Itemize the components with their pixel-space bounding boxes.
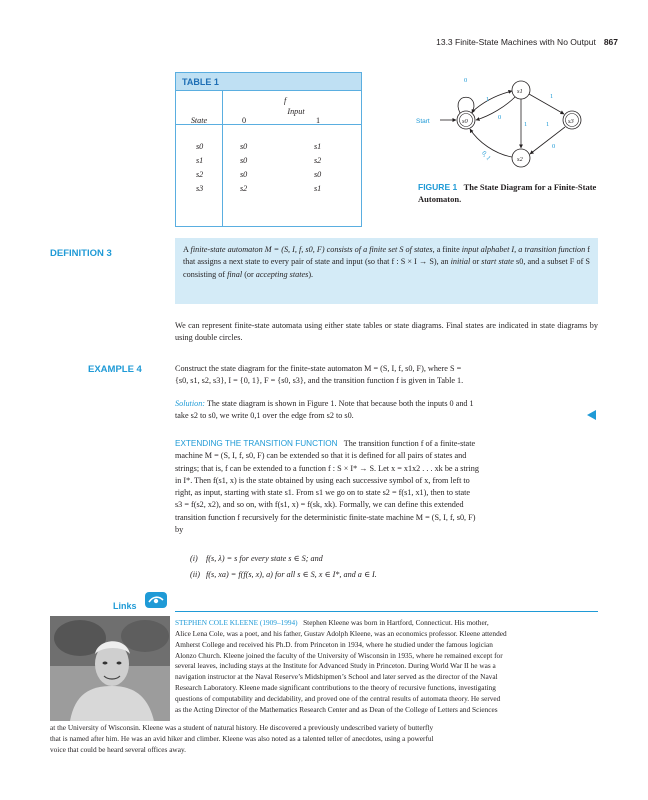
bio-line: voice that could be heard several offices away. bbox=[50, 744, 186, 754]
table-cell: s3 bbox=[196, 184, 204, 193]
table-cell: s1 bbox=[314, 142, 322, 151]
state-diagram bbox=[410, 64, 620, 184]
table-cell: s0 bbox=[240, 170, 248, 179]
extending-line: The transition function f of a finite-state bbox=[343, 439, 476, 448]
definition-text: (or bbox=[242, 269, 256, 279]
table-cell: s0 bbox=[240, 142, 248, 151]
bio-line: as the Acting Director of the Mathematics Research Center and as Dean of the College of Letters and Sciences bbox=[175, 704, 498, 714]
definition-text: f that assigns a next state to every pair of state and input (so that f : S × I → S), an bbox=[183, 245, 591, 267]
definition-box bbox=[175, 238, 598, 304]
definition-term: final bbox=[227, 269, 243, 279]
bio-line: that is named after him. He was an avid hiker and climber. Kleene was also noted as a talented teller of anecdotes, using a powerful bbox=[50, 733, 434, 743]
definition-label: DEFINITION 3 bbox=[50, 248, 112, 259]
recursive-definition bbox=[190, 553, 590, 582]
edge-label: 1 bbox=[524, 121, 528, 128]
bio-line: Stephen Kleene was born in Hartford, Connecticut. His mother, bbox=[303, 618, 489, 627]
extending-line: strings; that is, f can be extended to a function f : S × I* → S. Let x = x1x2 . . . xk be a string bbox=[175, 463, 479, 473]
bio-line: at the University of Wisconsin. Kleene was a student of natural history. He discovered a previously undescribed variety of butterfly bbox=[50, 723, 434, 732]
definition-term: start state bbox=[481, 257, 514, 267]
solution-text: The state diagram is shown in Figure 1. Note that because both the inputs 0 and 1 bbox=[205, 399, 474, 408]
example-line: {s0, s1, s2, s3}, I = {0, 1}, F = {s0, s3}, and the transition function f is given in Table 1. bbox=[175, 376, 464, 386]
running-head-title: 13.3 Finite-State Machines with No Output bbox=[436, 37, 596, 47]
bio-line: Alice Lena Cole, was a poet, and his father, Gustav Adolph Kleene, was an economics professor. Kleene attended bbox=[175, 628, 507, 638]
figure-caption bbox=[418, 182, 610, 206]
extending-line: by bbox=[175, 525, 184, 535]
definition-term: accepting states bbox=[255, 269, 309, 279]
table-cell: s0 bbox=[240, 156, 248, 165]
portrait-photo bbox=[50, 616, 170, 721]
bio-line: questions of computability and decidability, and proved one of the central results of automata theory. He served bbox=[175, 694, 501, 704]
table-input-label: Input bbox=[287, 107, 305, 116]
section-heading: EXTENDING THE TRANSITION FUNCTION bbox=[175, 439, 338, 448]
paragraph: We can represent finite-state automata using either state tables or state diagrams. Final states are indicated in state diagrams by using double circles. bbox=[175, 321, 598, 343]
definition-text: or bbox=[470, 257, 482, 267]
edge-label: 0 bbox=[552, 143, 556, 150]
table-title: TABLE 1 bbox=[176, 73, 361, 91]
edge-s1-s0 bbox=[476, 97, 515, 120]
solution bbox=[175, 398, 590, 423]
state-s1-label: s1 bbox=[517, 88, 523, 95]
table-input-0: 0 bbox=[242, 116, 247, 125]
edge-s2-s0 bbox=[470, 129, 512, 157]
extending-line: right, as input, starting with state s1. From s1 we go on to state s2 = f(s1, x1), then to state bbox=[175, 488, 471, 498]
state-s0-label: s0 bbox=[462, 118, 468, 125]
bio-line: Alonzo Church. Kleene joined the faculty of the University of Wisconsin in 1935, where he remained except for bbox=[175, 650, 503, 660]
biography bbox=[175, 618, 598, 716]
bio-line: Amherst College and received his Ph.D. from Princeton in 1934, where he studied under the famous logician bbox=[175, 639, 493, 649]
table-cell: s2 bbox=[196, 170, 204, 179]
edge-label: 0 bbox=[498, 114, 502, 121]
table-state-label: State bbox=[190, 116, 208, 125]
item-text: f(s, λ) = s for every state s ∈ S; and bbox=[206, 554, 323, 563]
page-number: 867 bbox=[603, 37, 618, 47]
divider bbox=[175, 611, 598, 612]
table-f-label: f bbox=[284, 96, 287, 105]
edge-label: 1 bbox=[550, 93, 554, 100]
extending-line: transition function f recursively for the deterministic finite-state machine M = (S, I, f, s0, F) bbox=[175, 512, 476, 522]
links-label[interactable]: Links bbox=[113, 601, 137, 611]
example-line: Construct the state diagram for the finite-state automaton M = (S, I, f, s0, F), where S = bbox=[175, 364, 462, 373]
table-cell: s1 bbox=[314, 184, 322, 193]
definition-term: transition function bbox=[524, 245, 586, 254]
item-number: (ii) bbox=[190, 570, 201, 580]
item-text: f(s, xa) = f(f(s, x), a) for all s ∈ S, x ∈ I*, and a ∈ I. bbox=[206, 570, 377, 580]
extending-line: in I*. Then f(s1, x) is the state obtained by using each successive symbol of x, from left to bbox=[175, 475, 470, 485]
definition-term: states bbox=[413, 245, 433, 254]
table-cell: s1 bbox=[196, 156, 204, 165]
definition-term: input alphabet bbox=[461, 245, 510, 254]
table-cell: s2 bbox=[314, 156, 322, 165]
table-cell: s0 bbox=[314, 170, 322, 179]
edge-label: 0, 1 bbox=[480, 149, 492, 162]
bio-line: several leaves, including stays at the Institute for Advanced Study in Princeton. During World War II he was a bbox=[175, 661, 496, 671]
edge-label: 1 bbox=[546, 121, 550, 128]
state-s2-label: s2 bbox=[517, 156, 523, 163]
state-s3-label: s3 bbox=[568, 118, 574, 125]
table-divider bbox=[222, 91, 223, 227]
edge-s0-s1 bbox=[472, 91, 512, 112]
example-text bbox=[175, 363, 598, 388]
bio-line: Research Laboratory. Kleene made significant contributions to the theory of recursive functions, investigating bbox=[175, 683, 496, 693]
end-of-solution-marker bbox=[587, 410, 596, 420]
extending-line: s3 = f(s2, x2), and so on, with f(s1, x) = f(sk, xk). Formally, we can define this extended bbox=[175, 500, 464, 510]
definition-text: A bbox=[183, 245, 191, 254]
table-cell: s0 bbox=[196, 142, 204, 151]
definition-term: initial bbox=[450, 257, 471, 267]
definition-text: I, a bbox=[509, 245, 525, 254]
solution-line: take s2 to s0, we write 0,1 over the edge from s2 to s0. bbox=[175, 411, 354, 421]
solution-label: Solution: bbox=[175, 399, 206, 408]
edge-s1-s3 bbox=[529, 94, 564, 114]
portrait-image bbox=[50, 616, 170, 721]
example-label: EXAMPLE 4 bbox=[88, 364, 142, 375]
definition-text: ). bbox=[308, 269, 314, 279]
definition-text: , a finite bbox=[432, 245, 462, 254]
definition-text: s0, and a subset F of S consisting of bbox=[183, 257, 590, 279]
transition-table bbox=[175, 72, 362, 227]
figure-label: FIGURE 1 bbox=[418, 182, 458, 192]
edge-s3-s2 bbox=[530, 127, 565, 154]
table-cell: s2 bbox=[240, 184, 248, 193]
extending-section bbox=[175, 438, 598, 536]
table-input-1: 1 bbox=[316, 116, 321, 125]
links-icon[interactable] bbox=[144, 590, 168, 610]
edge-label: 0 bbox=[464, 77, 468, 84]
bio-line: navigation instructor at the Naval Reserve’s Midshipmen’s School and later served as the director of the Naval bbox=[175, 672, 498, 682]
definition-text: M = (S, I, f, s0, F) consists of a finite set S of bbox=[262, 245, 414, 254]
biography-continued bbox=[50, 723, 598, 756]
definition-term: finite-state automaton bbox=[190, 245, 263, 254]
bio-name: STEPHEN COLE KLEENE (1909–1994) bbox=[175, 618, 298, 627]
running-head bbox=[436, 36, 618, 48]
item-number: (i) bbox=[190, 554, 198, 563]
extending-line: machine M = (S, I, f, s0, F) can be extended so that it is defined for all pairs of states and bbox=[175, 451, 467, 461]
start-label: Start bbox=[416, 118, 430, 125]
edge-label: 1 bbox=[486, 96, 490, 103]
figure-caption-text: The State Diagram for a Finite-State Automaton. bbox=[418, 182, 597, 204]
